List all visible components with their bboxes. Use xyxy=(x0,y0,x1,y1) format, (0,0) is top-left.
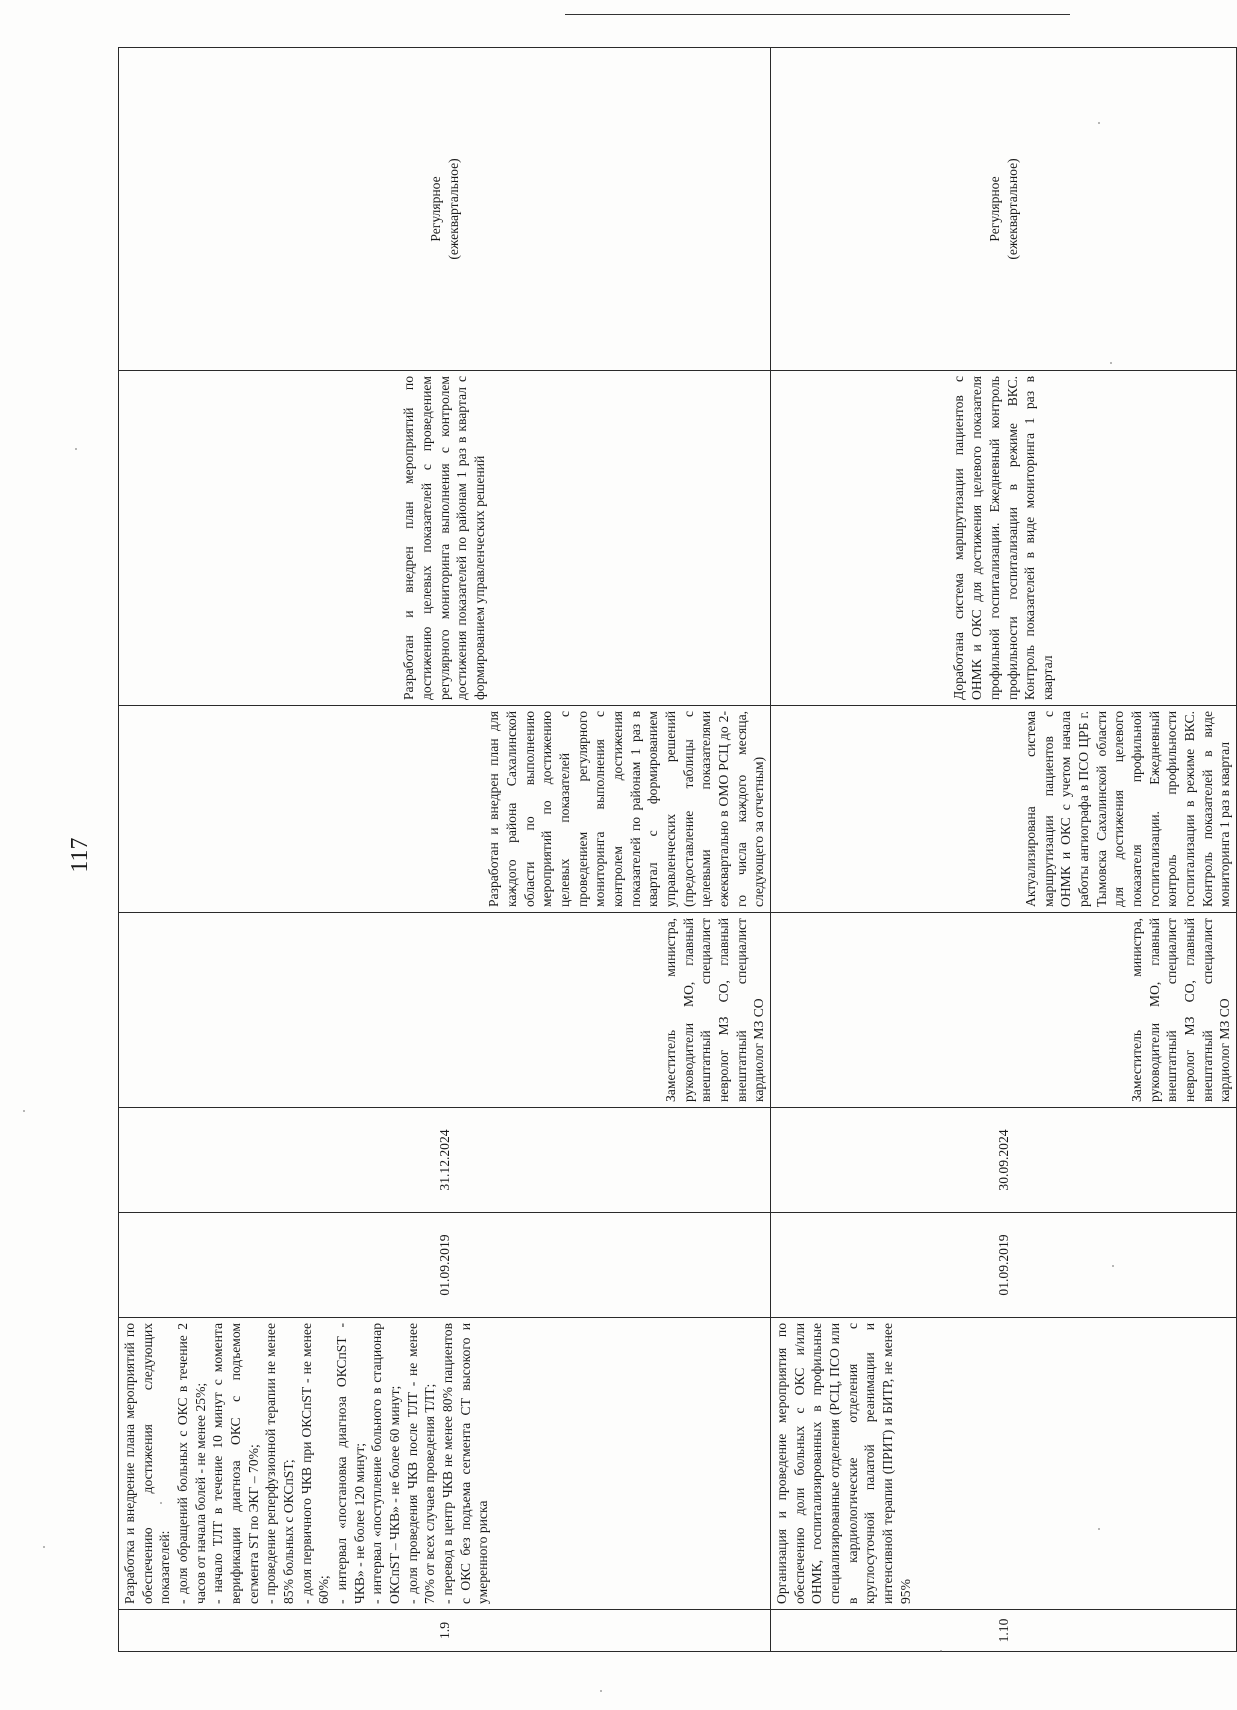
scan-speck xyxy=(1098,1528,1100,1530)
responsible-persons: Заместитель министра, руководители МО, главный внештатный специалист невролог МЗ СО, главный внештатный специалист кардиолог МЗ СО xyxy=(119,913,771,1108)
end-date: 30.09.2024 xyxy=(771,1108,1237,1213)
action-plan-table xyxy=(118,47,1237,1652)
table-row xyxy=(771,48,1237,1652)
expected-result: Актуализирована система маршрутизации пациентов с ОНМК и ОКС с учетом начала работы ангиографа в ПСО ЦРБ г. Тымовска Сахалинской области для достижения целевого показателя профильной госпитализации. Ежедневный контроль профильности госпитализации в режиме ВКС. Контроль показателей в виде мониторинга 1 раз в квартал xyxy=(771,706,1237,913)
end-date: 31.12.2024 xyxy=(119,1108,771,1213)
performance-indicator: Доработана система маршрутизации пациентов с ОНМК и ОКС для достижения целевого показателя профильной госпитализации. Ежедневный контроль профильности госпитализации в режиме ВКС. Контроль показателей в виде мониторинга 1 раз в квартал xyxy=(771,371,1237,706)
event-description: Организация и проведение мероприятия по обеспечению доли больных с ОКС и/или ОНМК, госпитализированных в профильные специализированные отделения (РСЦ, ПСО или в кардиологические отделения с круглосуточной палатой реанимации и интенсивной терапии (ПРИТ) и БИТР, не менее 95% xyxy=(771,1318,1237,1610)
top-rule xyxy=(565,14,1070,15)
row-number: 1.9 xyxy=(119,1610,771,1652)
control-periodicity: Регулярное (ежеквартальное) xyxy=(771,48,1237,371)
event-description: Разработка и внедрение плана мероприятий по обеспечению достижения следующих показателей: - доля обращений больных с ОКС в течение 2 часов от начала болей - не менее 25%; - начало ТЛТ в течение 10 минут с момента верификации диагноза ОКС с подъемом сегмента ST по ЭКГ – 70%; - проведение реперфузионной терапии не менее 85% больных с ОКСпST; - доля первичного ЧКВ при ОКСпST - не менее 60%; - интервал «постановка диагноза ОКСпST - ЧКВ» - не более 120 минут; - интервал «поступление больного в стационар ОКСпST – ЧКВ» - не более 60 минут; - доля проведения ЧКВ после ТЛТ - не менее 70% от всех случаев проведения ТЛТ; - перевод в центр ЧКВ не менее 80% пациентов с ОКС без подъема сегмента СТ высокого и умеренного риска xyxy=(119,1318,771,1610)
responsible-persons: Заместитель министра, руководители МО, главный внештатный специалист невролог МЗ СО, главный внештатный специалист кардиолог МЗ СО xyxy=(771,913,1237,1108)
scan-speck xyxy=(160,1502,162,1504)
scan-speck xyxy=(600,1690,602,1692)
expected-result: Разработан и внедрен план для каждого района Сахалинской области по выполнению мероприятий по достижению целевых показателей с проведением регулярного мониторинга выполнения с контролем достижения показателей по районам 1 раз в квартал с формированием управленческих решений (предоставление таблицы с целевыми показателями ежеквартально в ОМО РСЦ до 2-го числа каждого месяца, следующего за отчетным) xyxy=(119,706,771,913)
scan-speck xyxy=(23,1110,25,1112)
scan-speck xyxy=(75,448,77,450)
start-date: 01.09.2019 xyxy=(771,1213,1237,1318)
scan-speck xyxy=(1098,122,1100,124)
control-periodicity: Регулярное (ежеквартальное) xyxy=(119,48,771,371)
rotated-table-container xyxy=(118,48,1236,1652)
start-date: 01.09.2019 xyxy=(119,1213,771,1318)
scan-speck xyxy=(940,1650,942,1652)
row-number: 1.10 xyxy=(771,1610,1237,1652)
page-number: 117 xyxy=(67,837,93,873)
performance-indicator: Разработан и внедрен план мероприятий по достижению целевых показателей с проведением регулярного мониторинга выполнения с контролем достижения показателей по районам 1 раз в квартал с формированием управленческих решений xyxy=(119,371,771,706)
scan-speck xyxy=(1112,1265,1114,1267)
table-row xyxy=(119,48,771,1652)
scan-speck xyxy=(43,1546,45,1548)
scan-speck xyxy=(1110,362,1112,364)
